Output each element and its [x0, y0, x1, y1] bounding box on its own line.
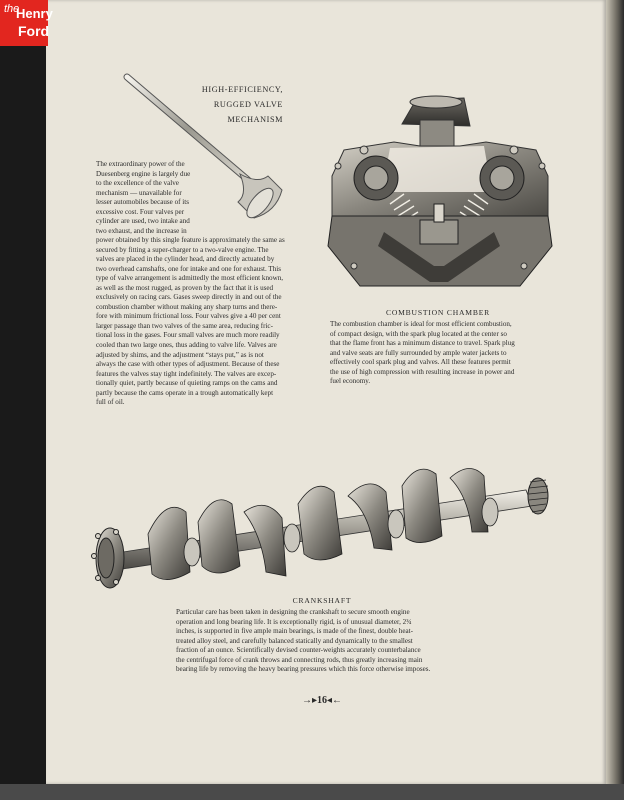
text-line: fore with minimum frictional loss. Four valves give a 40 per cent: [96, 312, 281, 321]
text-line: fuel economy.: [330, 377, 371, 386]
text-line: larger passage than two valves of the same area, reducing fric-: [96, 321, 273, 330]
valve-paragraph-wide: [96, 236, 318, 408]
crankshaft-caption: CRANKSHAFT: [292, 596, 352, 605]
text-line: partly because the cams operate in a trough automatically kept: [96, 388, 274, 397]
logo-text-ford: Ford: [18, 23, 50, 39]
text-line: treated alloy steel, and carefully balanced statically and dynamically to the smallest: [176, 636, 413, 645]
valve-heading: [180, 82, 283, 127]
text-line: features the valves stay tight indefinitely. The valves are excep-: [96, 369, 277, 378]
text-line: the use of high compression with resulting increase in power and: [330, 367, 515, 376]
text-line: to the excellence of the valve: [96, 179, 179, 188]
text-line: valves are placed in the cylinder head, and directly actuated by: [96, 255, 275, 264]
text-line: tionally quiet, partly because of quieting ramps on the cams and: [96, 379, 278, 388]
text-line: exclusively on racing cars. Gases sweep directly in and out of the: [96, 293, 282, 302]
text-line: Particular care has been taken in designing the crankshaft to secure smooth engine: [176, 608, 410, 616]
text-line: The extraordinary power of the: [96, 160, 185, 168]
valve-paragraph-narrow: [96, 160, 238, 236]
text-line: excessive cost. Four valves per: [96, 207, 185, 216]
text-line: combustion chamber without making any sharp turns and there-: [96, 302, 278, 311]
scan-border: [0, 784, 624, 800]
henry-ford-logo: [0, 0, 53, 46]
text-line: that the flame front has a minimum distance to travel. Spark plug: [330, 339, 515, 348]
text-line: operation and long bearing life. It is exceptionally rigid, is of unusual diameter, 2¾: [176, 617, 412, 626]
combustion-chamber-caption: COMBUSTION CHAMBER: [385, 308, 491, 317]
text-line: adjusted by shims, and the adjustment “stays put,” as is not: [96, 350, 264, 359]
text-line: effectively cool spark plug and valves. All these features permit: [330, 358, 511, 367]
text-line: as well as the most rugged, as proven by the fact that it is used: [96, 283, 274, 292]
text-line: The combustion chamber is ideal for most efficient combustion,: [330, 320, 512, 328]
combustion-paragraph: [330, 320, 562, 387]
text-line: and valve seats are fully surrounded by ample water jackets to: [330, 348, 507, 357]
text-line: two overhead camshafts, one for intake and one for exhaust. This: [96, 264, 282, 273]
page-number: →▸16◂←: [301, 695, 343, 706]
text-line: full of oil.: [96, 398, 125, 407]
text-line: the centrifugal force of crank throws and connecting rods, thus greatly increasing main: [176, 655, 423, 664]
combustion-chamber-illustration: [324, 96, 556, 304]
text-line: lesser automobiles because of its: [96, 198, 189, 207]
logo-text-the: the: [4, 3, 20, 15]
valve-heading-line: RUGGED VALVE: [213, 100, 283, 109]
text-line: cooled than two large ones, thus adding to valve life. Valves are: [96, 341, 277, 350]
text-line: tional loss in the gases. Four small valves are much more readily: [96, 331, 280, 340]
text-line: cylinder are used, two intake and: [96, 217, 190, 226]
crankshaft-illustration: [86, 456, 558, 588]
text-line: always the case with other types of adjustment. Because of these: [96, 360, 280, 369]
crankshaft-paragraph: [176, 608, 476, 675]
text-line: power obtained by this single feature is approximately the same as: [96, 236, 285, 244]
text-line: bearing life by removing the heavy bearing pressures which this force otherwise imposes.: [176, 665, 431, 674]
text-line: Duesenberg engine is largely due: [96, 169, 191, 178]
text-line: fraction of an ounce. Scientifically devised counter-weights accurately counterbalance: [176, 646, 421, 655]
text-line: secured by fitting a super-charger to a two-valve engine. The: [96, 245, 269, 254]
valve-heading-line: HIGH-EFFICIENCY,: [201, 85, 283, 94]
text-line: inches, is supported in five ample main bearings, is made of the finest, double heat-: [176, 627, 413, 636]
page-edge: [606, 0, 624, 784]
text-line: type of valve arrangement is admittedly the most efficient known,: [96, 274, 284, 283]
text-line: mechanism — unavailable for: [96, 188, 182, 197]
logo-text-henry: Henry: [16, 6, 53, 21]
text-line: of compact design, with the spark plug located at the center so: [330, 329, 507, 338]
valve-heading-line: MECHANISM: [227, 115, 283, 124]
text-line: two exhaust, and the increase in: [96, 226, 187, 235]
